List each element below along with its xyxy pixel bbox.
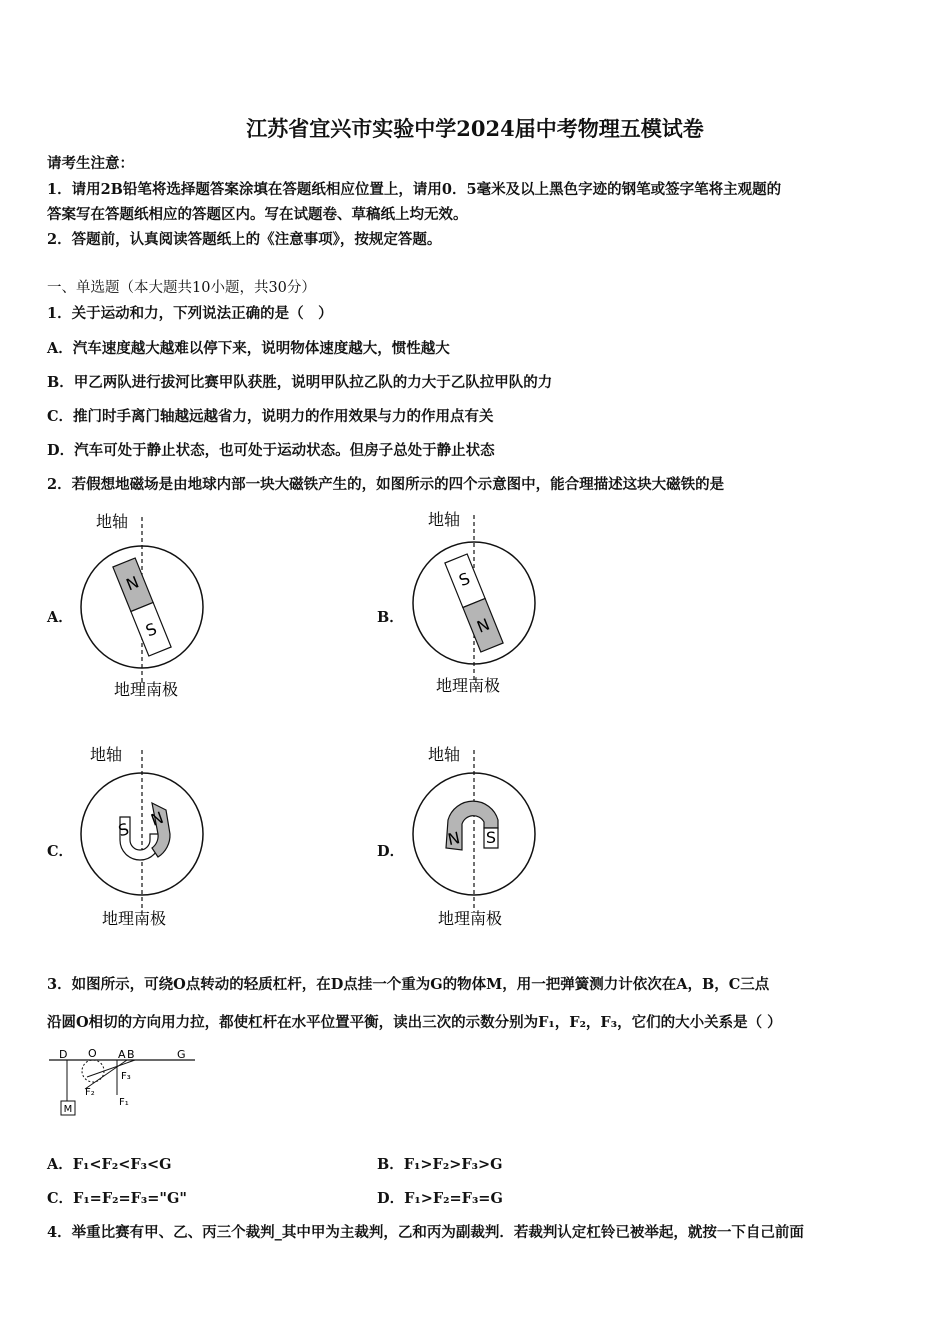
label-f2: F₂ [85,1087,95,1098]
pole-n-label: N [123,572,142,595]
q2-option-a-label: A． [47,609,73,626]
q3-lever-figure [45,1043,205,1123]
page-title: 江苏省宜兴市实验中学2024届中考物理五模试卷 [246,116,704,141]
q1-option-d: D．汽车可处于静止状态，也可处于运动状态。但房子总处于静止状态 [47,442,495,459]
notice-heading: 请考生注意： [47,155,134,172]
pole-n-label: N [148,807,166,830]
pole-s-label: S [142,619,160,641]
q1-option-b: B．甲乙两队进行拔河比赛甲队获胜，说明甲队拉乙队的力大于乙队拉甲队的力 [47,374,553,391]
q2-figure-b [400,505,550,705]
q3-option-c: C．F₁=F₂=F₃="G" [47,1190,187,1207]
q4-stem: 4．举重比赛有甲、乙、丙三个裁判_其中甲为主裁判，乙和丙为副裁判．若裁判认定杠铃已被举起，就按一下自己前面 [47,1224,804,1241]
axis-label: 地轴 [428,745,461,764]
q2-option-b-label: B． [377,609,404,626]
label-d: D [59,1048,68,1061]
q3-option-b: B．F₁>F₂>F₃>G [377,1156,503,1173]
q2-stem: 2．若假想地磁场是由地球内部一块大磁铁产生的，如图所示的四个示意图中，能合理描述这块大磁铁的是 [47,476,725,493]
q2-figure-d [400,740,550,935]
q3-stem-cont: 沿圆O相切的方向用力拉，都使杠杆在水平位置平衡，读出三次的示数分别为F₁，F₂，F₃，它们的大小关系是（ ） [47,1014,782,1031]
q2-figure-a [70,505,220,705]
q1-option-c: C．推门时手离门轴越远越省力，说明力的作用效果与力的作用点有关 [47,408,494,425]
q2-option-c-label: C． [47,843,74,860]
pole-n-label: N [446,828,462,850]
label-o: O [88,1047,97,1060]
q1-option-a: A．汽车速度越大越难以停下来，说明物体速度越大，惯性越大 [47,340,450,357]
axis-label: 地轴 [96,512,129,531]
label-a: A [118,1048,126,1061]
notice-item-2: 2．答题前，认真阅读答题纸上的《注意事项》，按规定答题。 [47,231,442,248]
q3-option-d: D．F₁>F₂=F₃=G [377,1190,503,1207]
pole-s-label: S [456,568,473,591]
q2-option-d-label: D． [377,843,405,860]
label-f3: F₃ [121,1071,131,1082]
label-g: G [177,1048,186,1061]
pole-s-label: S [116,819,131,841]
pole-label: 地理南极 [436,676,501,695]
q1-stem: 1．关于运动和力，下列说法正确的是（ ） [47,305,333,322]
section-heading: 一、单选题（本大题共10小题，共30分） [47,280,316,296]
notice-item-1: 1．请用2B铅笔将选择题答案涂填在答题纸相应位置上，请用0．5毫米及以上黑色字迹的钢笔或签字笔将主观题的 [47,181,782,198]
pole-label: 地理南极 [438,909,503,928]
q2-figure-c [70,740,220,935]
pole-s-label: S [485,828,497,847]
notice-item-1-cont: 答案写在答题纸相应的答题区内。写在试题卷、草稿纸上均无效。 [47,206,468,223]
label-m: M [63,1104,73,1115]
pole-label: 地理南极 [114,680,179,699]
axis-label: 地轴 [428,510,461,529]
pole-n-label: N [474,614,493,637]
pole-label: 地理南极 [102,909,167,928]
label-b: B [127,1048,135,1061]
q3-option-a: A．F₁<F₂<F₃<G [47,1156,172,1173]
axis-label: 地轴 [90,745,123,764]
label-f1: F₁ [119,1097,129,1108]
q3-stem: 3．如图所示，可绕O点转动的轻质杠杆，在D点挂一个重为G的物体M，用一把弹簧测力计依次在A，B，C三点 [47,976,770,993]
